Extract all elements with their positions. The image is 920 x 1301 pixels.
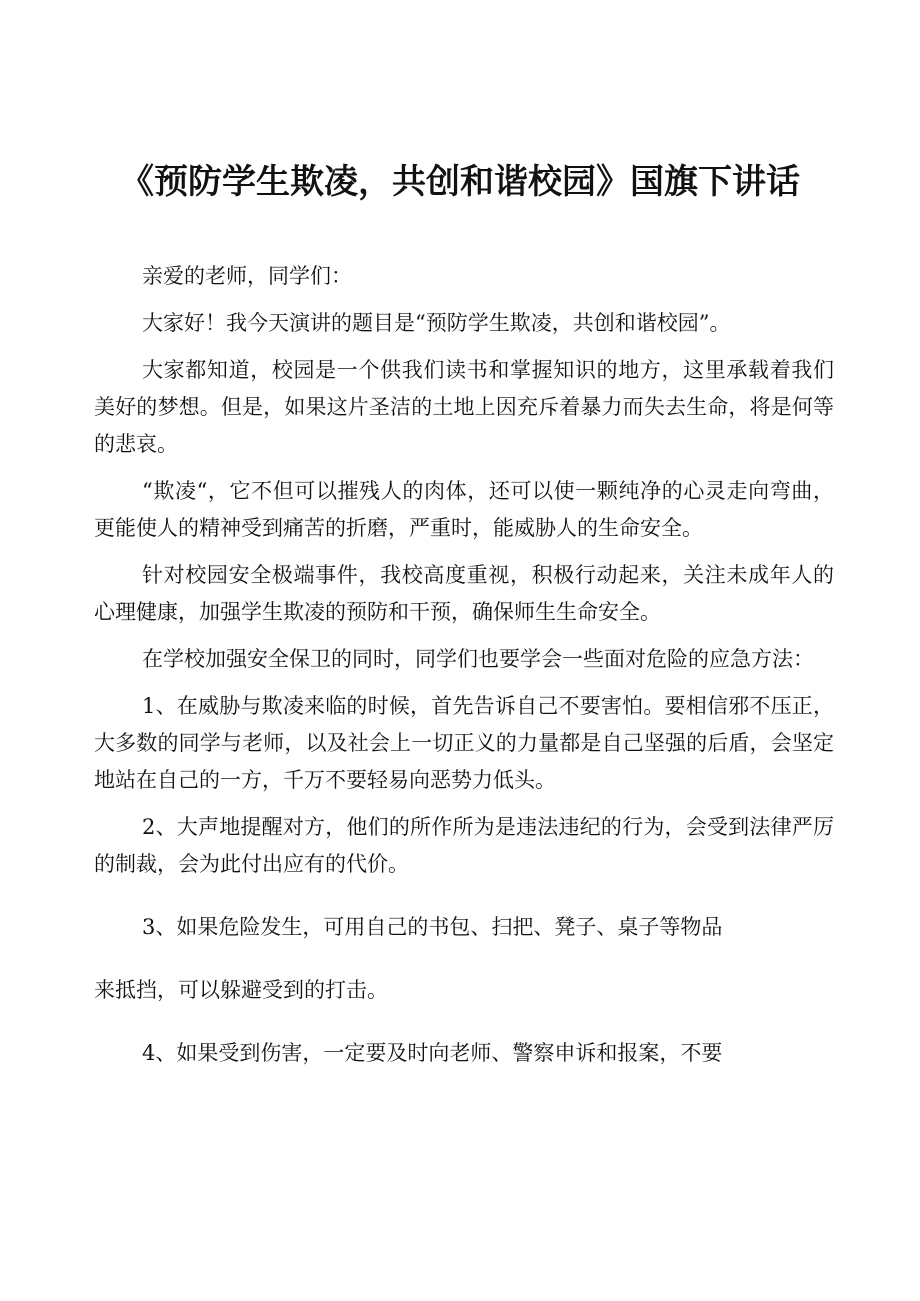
paragraph-campus: 大家都知道，校园是一个供我们读书和掌握知识的地方，这里承载着我们美好的梦想。但是，如果这片圣洁的土地上因充斥着暴力而失去生命，将是何等的悲哀。	[94, 358, 834, 456]
paragraph-intro: 大家好！我今天演讲的题目是“预防学生欺凌，共创和谐校园”。	[142, 311, 731, 335]
list-item-4	[94, 1035, 834, 1072]
list-item-3	[94, 909, 834, 1009]
list-item-2: 2、大声地提醒对方，他们的所作所为是违法违纪的行为，会受到法律严厉的制裁，会为此付出应有的代价。	[94, 815, 834, 876]
paragraph-greeting: 亲爱的老师，同学们：	[142, 264, 352, 288]
page-title: 《预防学生欺凌，共创和谐校园》国旗下讲话	[120, 162, 800, 202]
document-body	[94, 258, 834, 1082]
list-item-3-line-2: 来抵挡，可以躲避受到的打击。	[94, 978, 388, 1002]
list-item-4-line-1: 4、如果受到伤害，一定要及时向老师、警察申诉和报案，不要	[142, 1041, 723, 1065]
paragraph-school-action: 针对校园安全极端事件，我校高度重视，积极行动起来，关注未成年人的心理健康，加强学生欺凌的预防和干预，确保师生生命安全。	[94, 563, 834, 624]
list-item-3-line-1: 3、如果危险发生，可用自己的书包、扫把、凳子、桌子等物品	[142, 915, 723, 939]
list-item-1: 1、在威胁与欺凌来临的时候，首先告诉自己不要害怕。要相信邪不压正，大多数的同学与老师，以及社会上一切正义的力量都是自己坚强的后盾，会坚定地站在自己的一方，千万不要轻易向恶势力低头。	[94, 694, 834, 792]
paragraph-bullying: “欺凌“，它不但可以摧残人的肉体，还可以使一颗纯净的心灵走向弯曲，更能使人的精神受到痛苦的折磨，严重时，能威胁人的生命安全。	[94, 479, 834, 540]
paragraph-methods-intro: 在学校加强安全保卫的同时，同学们也要学会一些面对危险的应急方法：	[142, 647, 814, 671]
